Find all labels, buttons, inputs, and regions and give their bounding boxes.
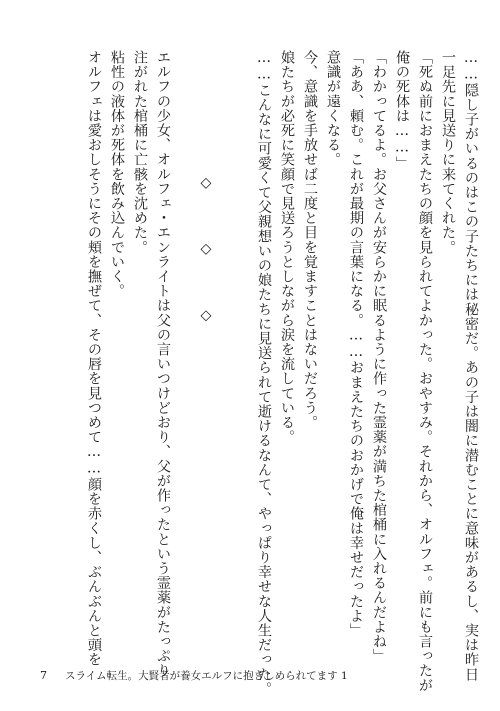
- running-title: スライム転生。大賢者が養女エルフに抱きしめられてます 1: [65, 670, 348, 682]
- text-line-3: 「死ぬ前におまえたちの顔を見られてよかった。おやすみ。それから、オルフェ。前にも言ったが: [417, 50, 433, 693]
- page-footer: [40, 668, 348, 683]
- text-line-4: 俺の死体は……」: [394, 50, 410, 171]
- text-line-14: オルフェは愛おしそうにその頬を撫ぜて、その唇を見つめて……顔を赤くし、ぶんぶんと頭を: [86, 50, 102, 667]
- text-line-11: エルフの少女、オルフェ・エンライトは父の言いつけどおり、父が作ったという霊薬がたっぷり: [155, 50, 171, 678]
- text-line-12: 注がれた棺桶に亡骸を沈めた。: [132, 50, 148, 255]
- text-line-10: ……こんなに可愛くて父親想いの娘たちに見送られて逝けるなんて、やっぱり幸せな人生だった。: [256, 50, 272, 696]
- text-line-6: 「ああ、頼む。これが最期の言葉になる。……おまえたちのおかげで俺は幸せだったよ」: [348, 50, 364, 638]
- section-break: ◇ ◇ ◇: [198, 175, 214, 342]
- text-line-7: 意識が遠くなる。: [325, 50, 341, 167]
- page-number: 7: [40, 669, 47, 682]
- text-line-8: 今、意識を手放せば二度と目を覚ますことはないだろう。: [302, 50, 318, 430]
- text-line-2: 一足先に見送りに来てくれた。: [440, 50, 456, 255]
- text-line-9: 娘たちが必死に笑顔で見送ろうとしながら涙を流している。: [279, 50, 295, 445]
- text-line-5: 「わかってるよ。お父さんが安らかに眠るように作った霊薬が満ちた棺桶に入れるんだよね」: [371, 50, 387, 664]
- text-line-1: ……隠し子がいるのはこの子たちには秘密だ。あの子は闇に潜むことに意味があるし、実は昨日: [463, 50, 479, 682]
- text-line-13: 粘性の液体が死体を飲み込んでいく。: [109, 50, 125, 299]
